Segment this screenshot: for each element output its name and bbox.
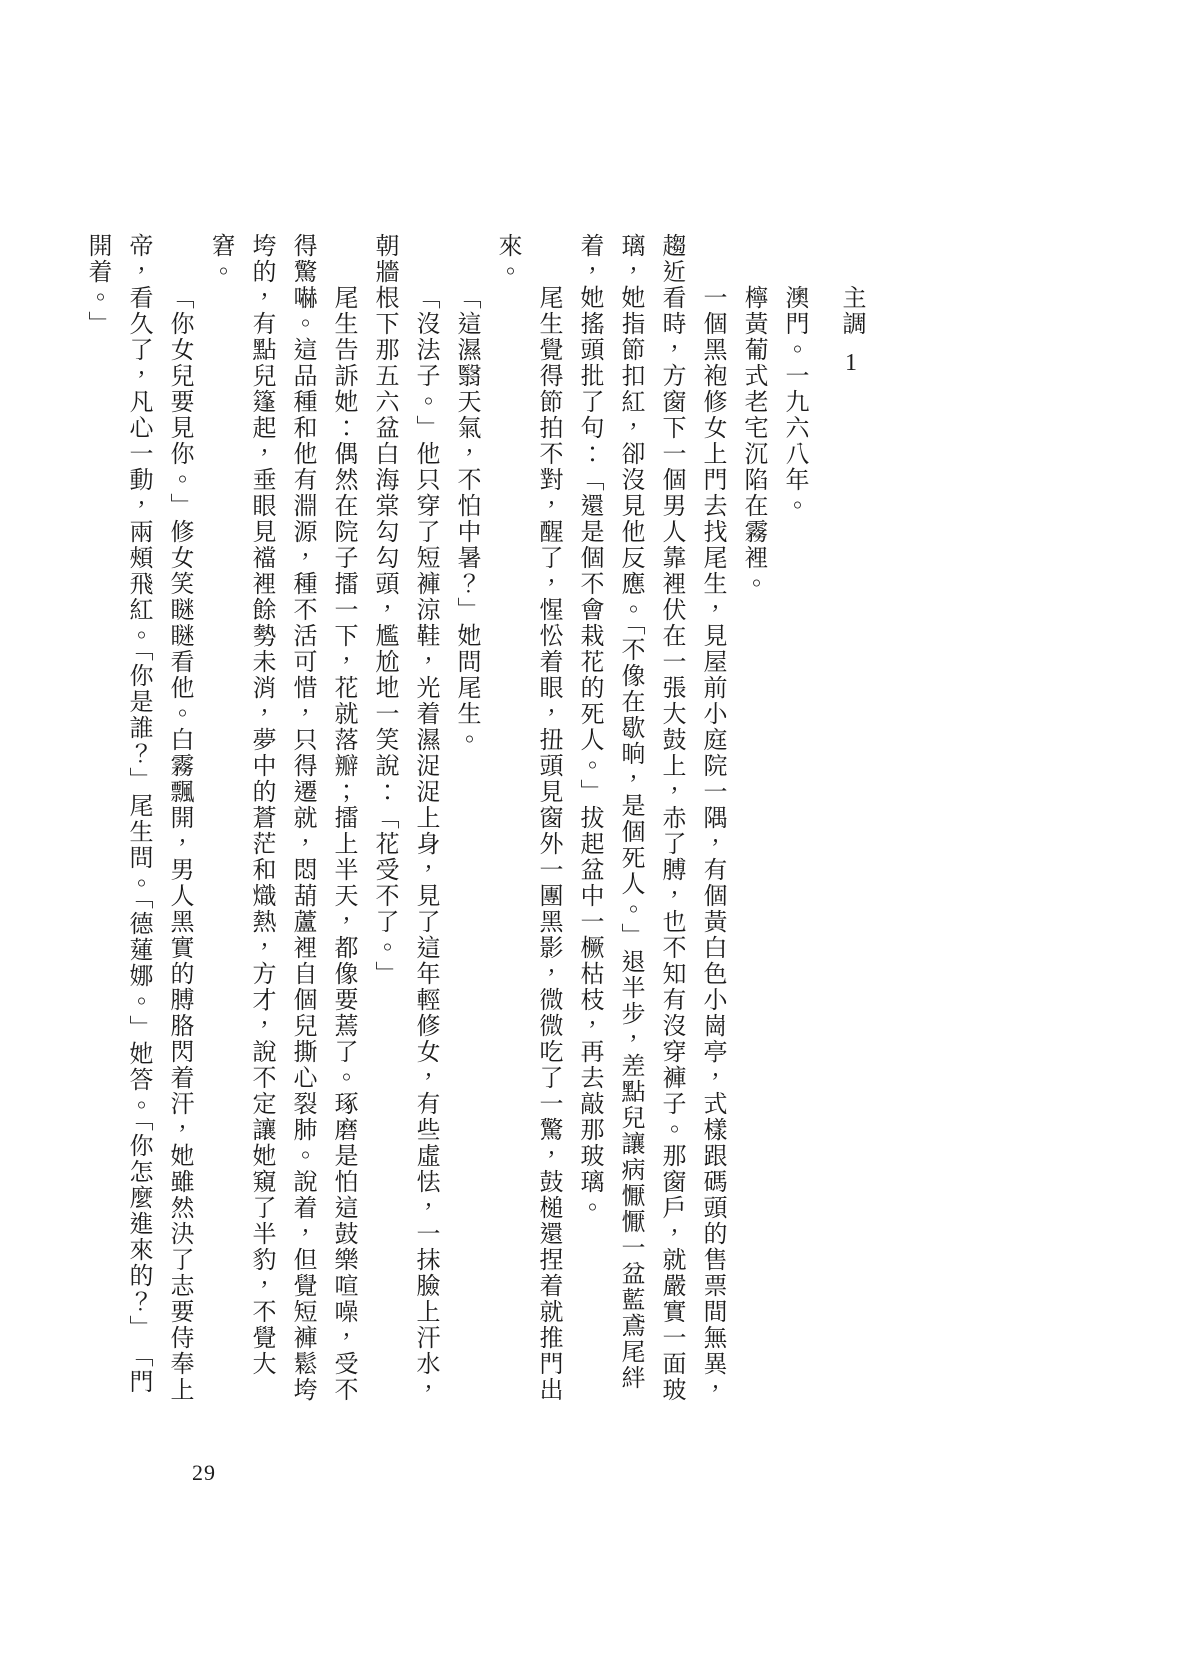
- body-paragraph: 尾生告訴她：偶然在院子擂一下，花就落瓣；擂上半天，都像要蔫了。琢磨是怕這鼓樂喧噪，受不得驚嚇。這品種和他有淵源，種不活可惜，只得遷就，悶葫蘆裡自個兒撕心裂肺。說着，但覺短褲鬆垮垮的，有點兒篷起，垂眼見襠裡餘勢未消，夢中的蒼茫和熾熱，方才，說不定讓她窺了半豹，不覺大窘。: [207, 233, 356, 1403]
- chapter-title: 主調: [838, 284, 864, 337]
- body-paragraph: 「沒法子。」他只穿了短褲涼鞋，光着濕浞浞上身，見了這年輕修女，有些虛怯，一抹臉上汗水，朝牆根下那五六盆白海棠勾勾頭，尷尬地一笑說：「花受不了。」: [371, 233, 438, 1403]
- body-paragraph: 尾生覺得節拍不對，醒了，惺忪着眼，扭頭見窗外一團黑影，微微吃了一驚，鼓槌還捏着就推門出來。: [494, 233, 561, 1403]
- body-paragraph: 檸黃葡式老宅沉陷在霧裡。: [740, 284, 766, 597]
- chapter-number: 1: [838, 349, 864, 378]
- body-paragraph: 「這濕翳天氣，不怕中暑？」她問尾生。: [453, 284, 479, 753]
- body-paragraph: 澳門。一九六八年。: [781, 284, 807, 519]
- body-paragraph: 一個黑袍修女上門去找尾生，見屋前小庭院一隅，有個黃白色小崗亭，式樣跟碼頭的售票間無異，趨近看時，方窗下一個男人靠裡伏在一張大鼓上，赤了膊，也不知有沒穿褲子。那窗戶，就嚴實一面玻璃，她指節扣紅，卻沒見他反應。「不像在歇晌，是個死人。」退半步，差點兒讓病懨懨一盆藍鳶尾絆着，她搖頭批了句：「還是個不會栽花的死人。」拔起盆中一橛枯枝，再去敲那玻璃。: [576, 233, 725, 1403]
- vertical-text-block: [84, 233, 871, 1413]
- body-paragraph: 「你女兒要見你。」修女笑瞇瞇看他。白霧飄開，男人黑實的膊胳閃着汗，她雖然決了志要侍奉上帝，看久了，凡心一動，兩頰飛紅。「你是誰？」尾生問。「德蓮娜。」她答。「你怎麼進來的？」 「門開着。」: [84, 233, 192, 1403]
- chapter-heading: [830, 233, 871, 1413]
- page-number: 29: [192, 1460, 216, 1485]
